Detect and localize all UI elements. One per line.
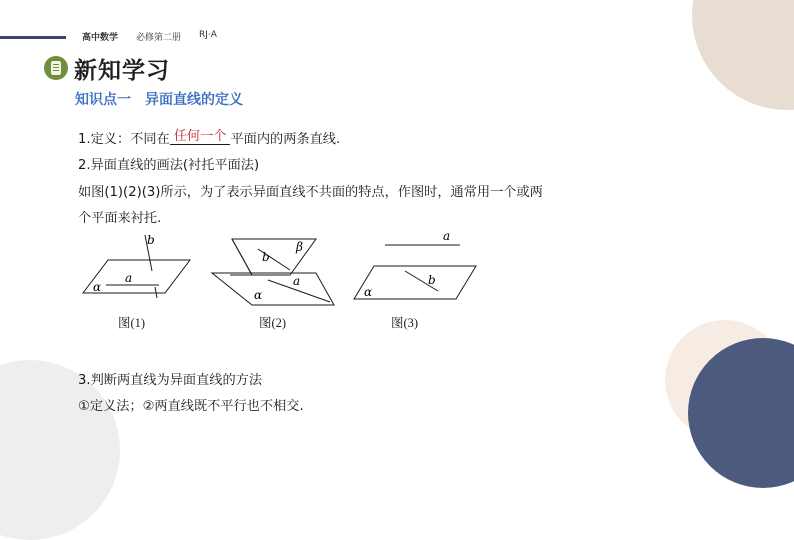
fig2-plane-beta (230, 239, 316, 275)
fig2-plane-alpha (212, 273, 334, 305)
judgement-methods: ①定义法；②两直线既不平行也不相交. (78, 399, 304, 414)
fig2-label-b: b (262, 250, 270, 264)
header-book: 必修第二册 (136, 33, 182, 43)
fig3-plane-alpha (354, 266, 476, 299)
fig2-label-alpha: α (254, 288, 263, 302)
book-icon (44, 56, 68, 80)
definition-suffix: 平面内的两条直线. (230, 132, 341, 147)
definition-line (78, 128, 340, 148)
section-title: 知识点一 异面直线的定义 (75, 92, 243, 108)
fig1-label-b: b (147, 233, 155, 247)
fig3-caption: 图(3) (391, 316, 419, 330)
header-subject: 高中数学 (82, 33, 119, 43)
header (82, 30, 217, 43)
drawing-method-line2: 个平面来衬托. (78, 211, 162, 226)
fig2-label-beta: β (296, 240, 303, 254)
fig1-label-alpha: α (93, 280, 102, 294)
fig3-label-alpha: α (364, 285, 373, 299)
definition-answer: 任何一个 (170, 125, 231, 145)
fig2-beta-left-edge (232, 239, 252, 275)
judgement-heading: 3.判断两直线为异面直线的方法 (78, 373, 263, 388)
fig1-caption: 图(1) (118, 316, 146, 330)
fig3-label-a: a (443, 229, 451, 243)
page-title: 新知学习 (74, 58, 170, 84)
fig2-label-a: a (293, 274, 301, 288)
fig1-label-a: a (125, 271, 133, 285)
fig3-label-b: b (428, 273, 436, 287)
figure-3 (354, 245, 476, 299)
header-edition: RJ·A (199, 30, 217, 40)
decor-circle-top-right (692, 0, 794, 110)
figures-svg (0, 225, 500, 335)
figure-2 (212, 239, 334, 305)
fig2-caption: 图(2) (259, 316, 287, 330)
definition-prefix: 1.定义：不同在 (78, 132, 170, 147)
drawing-method-heading: 2.异面直线的画法(衬托平面法) (78, 158, 260, 173)
header-accent-line (0, 36, 66, 39)
drawing-method-line1: 如图(1)(2)(3)所示，为了表示异面直线不共面的特点，作图时，通常用一个或两 (78, 185, 543, 200)
